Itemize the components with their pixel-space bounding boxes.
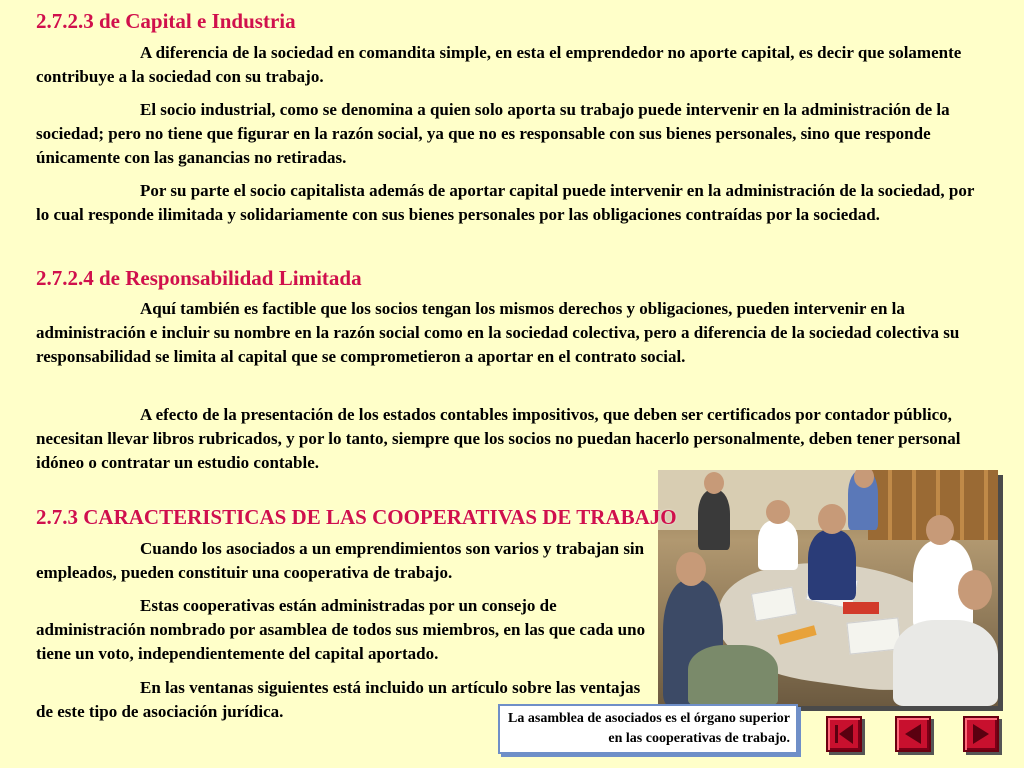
paragraph: A diferencia de la sociedad en comandita simple, en esta el emprendedor no aporte capital, es decir que solamente contribuye a la sociedad con su trabajo. — [36, 43, 962, 86]
previous-page-button[interactable] — [895, 716, 931, 752]
paragraph: Aquí también es factible que los socios tengan los mismos derechos y obligaciones, pueden intervenir en la administración e incluir su nombre en la razón social como en la sociedad colectiva, pero a diferencia de la sociedad colectiva su responsabilidad se limita al capital que se comprometieron a aportar en el contrato social. — [36, 299, 960, 366]
paragraph: El socio industrial, como se denomina a quien solo aporta su trabajo puede intervenir en la administración de la sociedad; pero no tiene que figurar en la razón social, ya que no es responsable con sus bienes personales, sino que responde únicamente con las ganancias no retiradas. — [36, 100, 950, 167]
paragraph: En las ventanas siguientes está incluido un artículo sobre las ventajas de este tipo de asociación jurídica. — [36, 678, 641, 721]
meeting-photo — [658, 470, 998, 706]
paragraph: Cuando los asociados a un emprendimientos son varios y trabajan sin empleados, pueden constituir una cooperativa de trabajo. — [36, 539, 645, 582]
paragraph: Estas cooperativas están administradas por un consejo de administración nombrado por asamblea de todos sus miembros, en las que cada uno tiene un voto, independientemente del capital aportado. — [36, 596, 646, 663]
next-page-icon — [965, 718, 997, 750]
first-page-icon — [828, 718, 860, 750]
section-heading-cooperativas: 2.7.3 CARACTERISTICAS DE LAS COOPERATIVAS DE TRABAJO — [36, 505, 677, 529]
paragraph: A efecto de la presentación de los estados contables impositivos, que deben ser certificados por contador público, necesitan llevar libros rubricados, y por lo tanto, siempre que los socios no puedan hacerlo personalmente, deben tener personal idóneo o contratar un estudio contable. — [36, 405, 961, 472]
previous-page-icon — [897, 718, 929, 750]
paragraph: Por su parte el socio capitalista además de aportar capital puede intervenir en la administración de la sociedad, por lo cual responde ilimitada y solidariamente con sus bienes personales por las obligaciones contraídas por la sociedad. — [36, 181, 975, 224]
photo-caption: La asamblea de asociados es el órgano superior en las cooperativas de trabajo. — [498, 704, 798, 754]
section-heading-responsabilidad-limitada: 2.7.2.4 de Responsabilidad Limitada — [36, 266, 362, 290]
first-page-button[interactable] — [826, 716, 862, 752]
next-page-button[interactable] — [963, 716, 999, 752]
section-heading-capital-industria: 2.7.2.3 de Capital e Industria — [36, 9, 296, 33]
